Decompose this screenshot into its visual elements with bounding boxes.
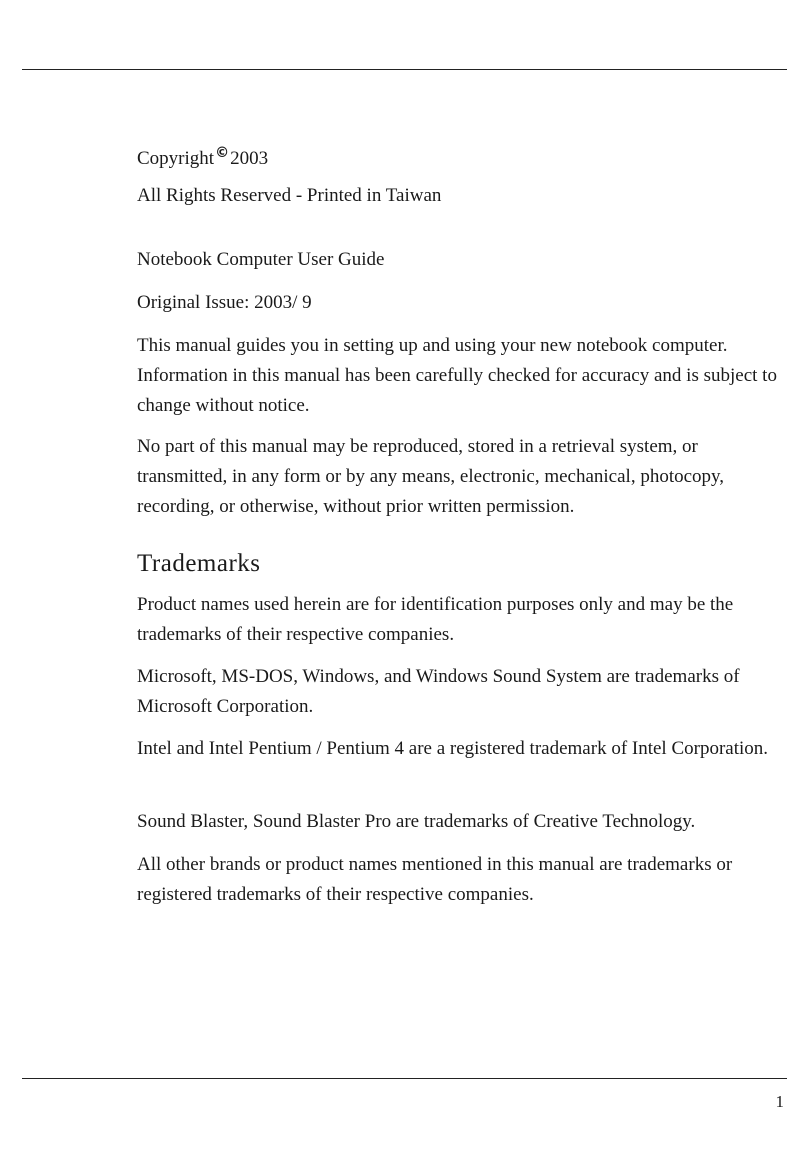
issue-line: Original Issue: 2003/ 9 — [137, 292, 312, 313]
copyright-symbol: © — [215, 145, 230, 161]
trademark-paragraph: All other brands or product names mentioned in this manual are trademarks or registered trademarks of their respective companies. — [137, 854, 733, 905]
trademark-paragraph: Product names used herein are for identification purposes only and may be the trademarks of their respective companies. — [137, 594, 734, 645]
intro-paragraph: This manual guides you in setting up and using your new notebook computer. Information in this manual has been carefully checked for accuracy and is subject to change without notice. — [137, 335, 777, 416]
trademark-paragraph: Microsoft, MS-DOS, Windows, and Windows Sound System are trademarks of Microsoft Corporation. — [137, 666, 740, 717]
footer-rule — [22, 1078, 787, 1079]
trademark-paragraph: Sound Blaster, Sound Blaster Pro are trademarks of Creative Technology. — [137, 811, 696, 832]
copyright-line — [137, 138, 268, 174]
page-number: 1 — [775, 1092, 784, 1111]
trademarks-heading: Trademarks — [137, 550, 261, 577]
copyright-year: 2003 — [230, 148, 269, 169]
reproduction-paragraph: No part of this manual may be reproduced, stored in a retrieval system, or transmitted, in any form or by any means, electronic, mechanical, photocopy, recording, or otherwise, without prior written permission. — [137, 436, 725, 517]
copyright-prefix: Copyright — [137, 148, 215, 169]
rights-line: All Rights Reserved - Printed in Taiwan — [137, 185, 442, 206]
document-title: Notebook Computer User Guide — [137, 249, 385, 270]
trademark-paragraph: Intel and Intel Pentium / Pentium 4 are a registered trademark of Intel Corporation. — [137, 738, 769, 759]
header-rule — [22, 69, 787, 70]
